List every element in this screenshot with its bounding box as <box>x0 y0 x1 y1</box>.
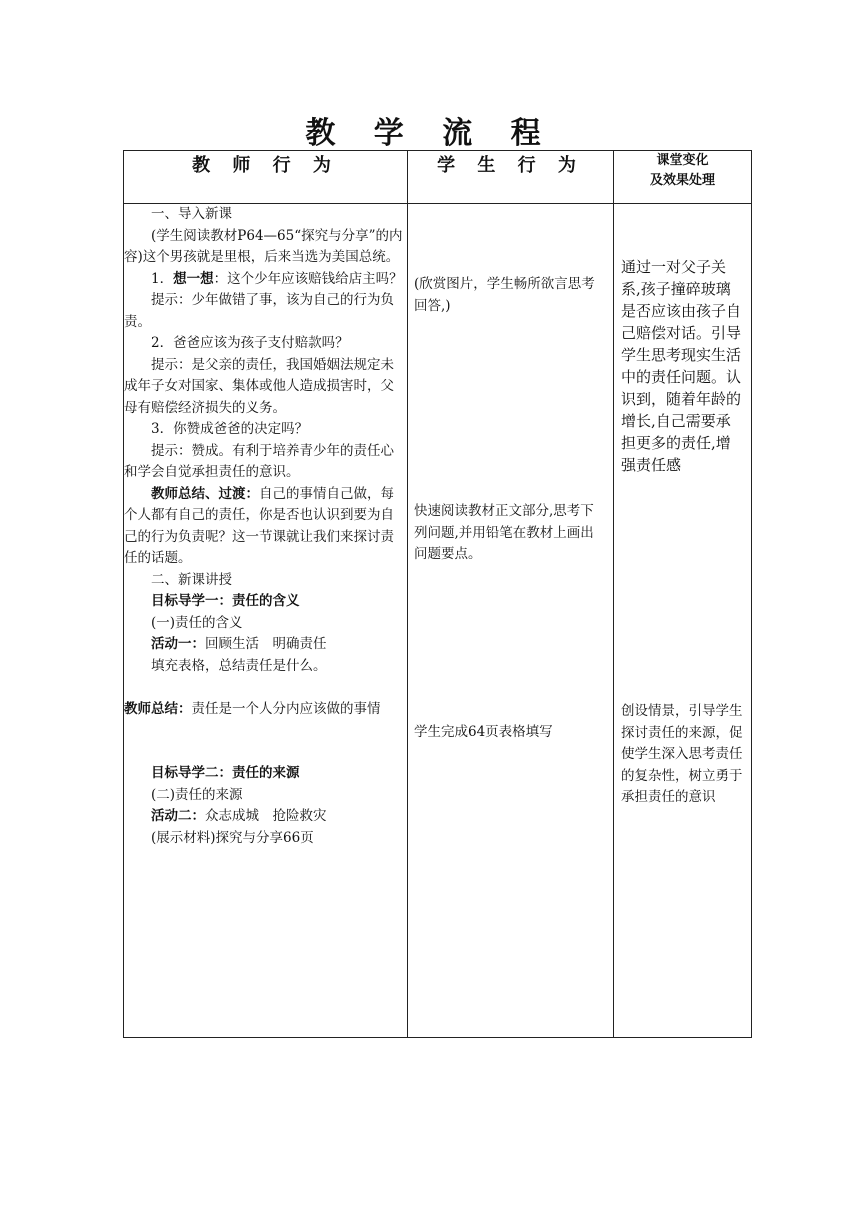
page-title: 教 学 流 程 <box>305 116 555 151</box>
header-effect-line1: 课堂变化 <box>656 153 709 168</box>
hint-3: 提示：赞成。有利于培养青少年的责任心和学会自觉承担责任的意识。 <box>124 442 394 480</box>
teacher-column <box>124 204 408 1038</box>
question-2: 2．爸爸应该为孩子支付赔款吗？ <box>151 335 349 351</box>
section-intro: 一、导入新课 <box>151 206 232 222</box>
activity-2-label: 活动二： <box>151 808 205 824</box>
hint-1: 提示：少年做错了事，该为自己的行为负责。 <box>124 292 394 330</box>
student-column <box>408 204 614 1038</box>
goal-1: 目标导学一：责任的含义 <box>151 593 300 609</box>
activity-1-label: 活动一： <box>151 636 205 652</box>
subsection-2: (二)责任的来源 <box>151 786 243 803</box>
teaching-flow-table <box>123 150 752 1038</box>
header-effect-line2: 及效果处理 <box>649 173 715 188</box>
goal-2: 目标导学二：责任的来源 <box>151 765 300 781</box>
effect-column <box>614 204 752 1038</box>
student-action-3: 学生完成64页表格填写 <box>414 724 553 740</box>
student-action-1: (欣赏图片，学生畅所欲言思考回答,) <box>414 276 595 314</box>
activity-1: 活动一：回顾生活 明确责任 <box>151 636 327 652</box>
teacher-summary-1: 教师总结、过渡：自己的事情自己做，每个人都有自己的责任，你是否也认识到要为自己的行为负责呢？这一节课就让我们来探讨责任的话题。 <box>124 485 394 566</box>
question-1-label: 想一想 <box>173 270 214 287</box>
header-student: 学 生 行 为 <box>408 151 614 204</box>
question-1: 1．想一想：这个少年应该赔钱给店主吗？ <box>151 270 403 287</box>
header-effect <box>614 151 752 204</box>
content-row <box>124 204 752 1038</box>
effect-note-2: 创设情景，引导学生探讨责任的来源，促使学生深入思考责任的复杂性，树立勇于承担责任的意识 <box>621 703 743 805</box>
material-display: (展示材料)探究与分享66页 <box>151 829 314 846</box>
summary-2-label: 教师总结： <box>124 700 192 717</box>
hint-2: 提示：是父亲的责任，我国婚姻法规定未成年子女对国家、集体或他人造成损害时，父母有赔偿经济损失的义务。 <box>124 356 394 416</box>
activity-2: 活动二：众志成城 抢险救灾 <box>151 808 327 824</box>
student-action-2: 快速阅读教材正文部分,思考下列问题,并用铅笔在教材上画出问题要点。 <box>414 503 594 562</box>
section-new-lesson: 二、新课讲授 <box>151 571 232 588</box>
header-row <box>124 151 752 204</box>
teacher-summary-2: 教师总结：责任是一个人分内应该做的事情 <box>124 700 381 717</box>
question-3: 3．你赞成爸爸的决定吗？ <box>151 421 309 437</box>
summary-1-label: 教师总结、过渡： <box>151 485 259 502</box>
intro-reading: (学生阅读教材P64—65“探究与分享”的内容)这个男孩就是里根，后来当选为美国总统。 <box>124 227 403 265</box>
header-teacher: 教 师 行 为 <box>124 151 408 204</box>
effect-note-1: 通过一对父子关系,孩子撞碎玻璃是否应该由孩子自己赔偿对话。引导学生思考现实生活中的责任问题。认识到，随着年龄的增长,自己需要承担更多的责任,增强责任感 <box>621 258 742 474</box>
fill-table: 填充表格，总结责任是什么。 <box>151 657 327 674</box>
subsection-1: (一)责任的含义 <box>151 614 243 631</box>
